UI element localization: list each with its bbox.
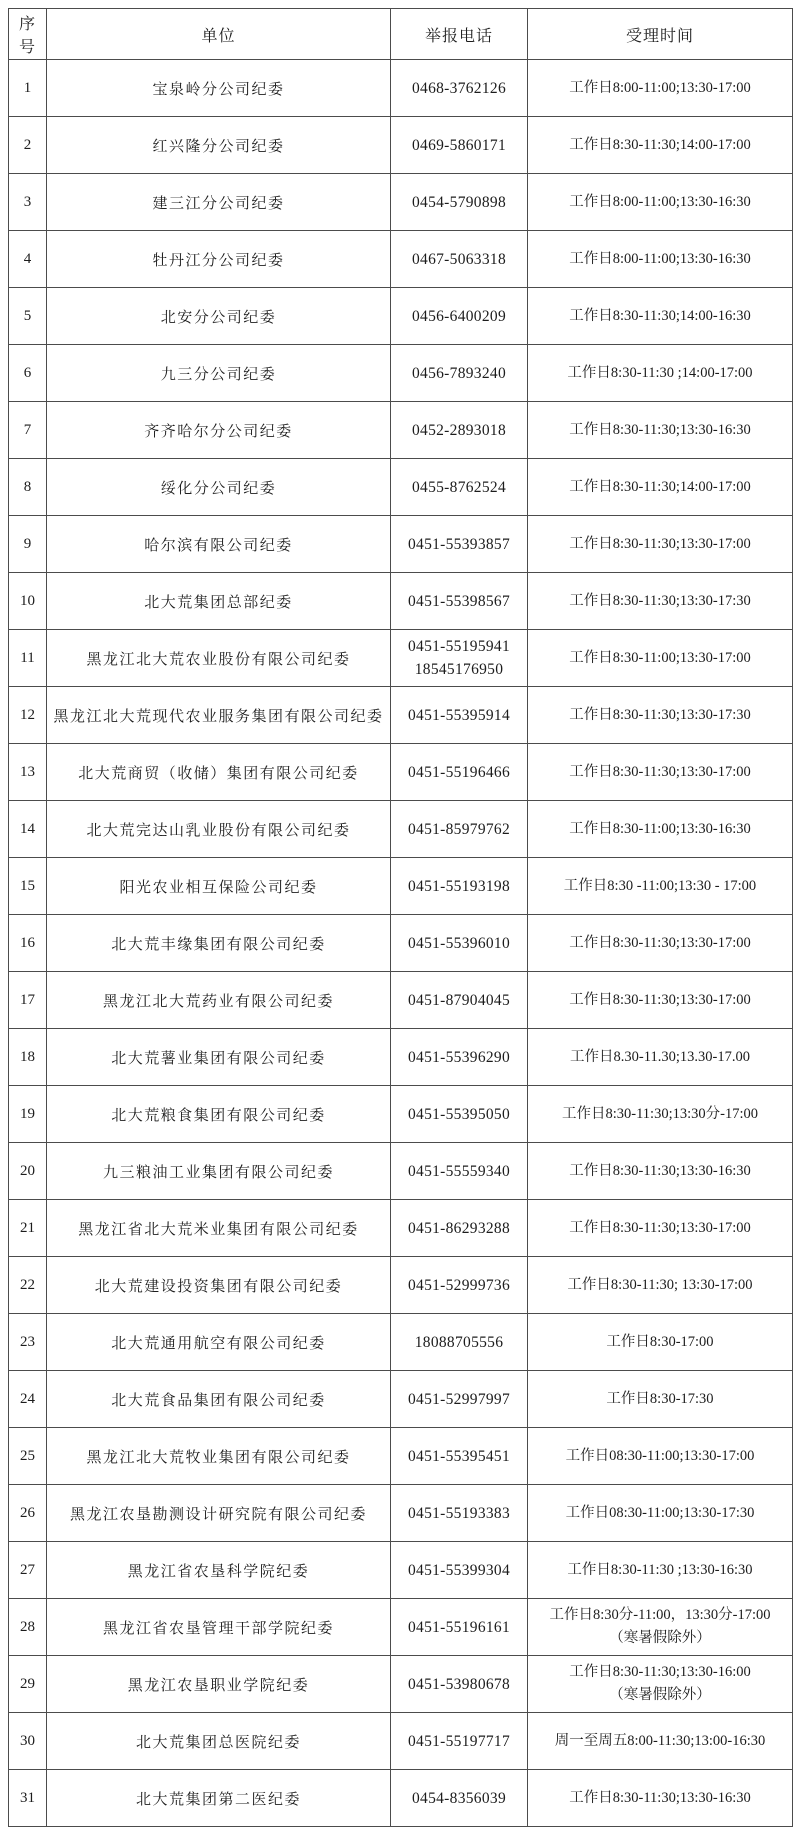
cell-line: 工作日8:30-11:30;13:30-16:30 xyxy=(569,1789,751,1806)
unit-cell: 北大荒集团总医院纪委 xyxy=(47,1713,391,1770)
table-row xyxy=(9,858,793,915)
report-phone-cell xyxy=(391,231,528,288)
report-phone-cell xyxy=(391,60,528,117)
serial-number-cell: 14 xyxy=(9,801,47,858)
report-phone-cell xyxy=(391,1542,528,1599)
unit-cell: 北大荒集团总部纪委 xyxy=(47,573,391,630)
serial-number-cell: 19 xyxy=(9,1086,47,1143)
cell-line: 0451-55396010 xyxy=(407,934,511,952)
report-phone-cell xyxy=(391,1770,528,1827)
acceptance-time-cell xyxy=(528,459,793,516)
acceptance-time-cell xyxy=(528,1713,793,1770)
unit-cell: 哈尔滨有限公司纪委 xyxy=(47,516,391,573)
serial-number-cell: 2 xyxy=(9,117,47,174)
table-row xyxy=(9,1599,793,1656)
cell-line: 工作日8:30-11:30;13:30分-17:00 xyxy=(561,1105,758,1122)
unit-cell: 北大荒商贸（收储）集团有限公司纪委 xyxy=(47,744,391,801)
table-row xyxy=(9,687,793,744)
unit-cell: 北大荒丰缘集团有限公司纪委 xyxy=(47,915,391,972)
cell-line: 0451-55559340 xyxy=(407,1162,511,1180)
table-row xyxy=(9,1257,793,1314)
cell-line: 0451-87904045 xyxy=(407,991,511,1009)
cell-line: 18088705556 xyxy=(414,1333,504,1351)
unit-cell: 牡丹江分公司纪委 xyxy=(47,231,391,288)
report-phone-cell xyxy=(391,288,528,345)
cell-line: 工作日8:30-11:30;13:30-17:00 xyxy=(569,763,751,780)
table-row xyxy=(9,1713,793,1770)
cell-line: 工作日8:30-11:30;13:30-17:00 xyxy=(569,1219,751,1236)
table-row xyxy=(9,402,793,459)
cell-line: 工作日8:30-17:30 xyxy=(606,1390,714,1407)
unit-cell: 北大荒粮食集团有限公司纪委 xyxy=(47,1086,391,1143)
unit-cell: 黑龙江北大荒牧业集团有限公司纪委 xyxy=(47,1428,391,1485)
report-phone-cell xyxy=(391,516,528,573)
acceptance-time-cell xyxy=(528,1428,793,1485)
cell-line: 工作日8:30-11:30;13:30-16:30 xyxy=(569,421,751,438)
serial-number-cell: 30 xyxy=(9,1713,47,1770)
cell-line: 0451-55193383 xyxy=(407,1504,511,1522)
serial-number-cell: 21 xyxy=(9,1200,47,1257)
table-row xyxy=(9,459,793,516)
serial-number-cell: 3 xyxy=(9,174,47,231)
cell-line: 工作日08:30-11:00;13:30-17:30 xyxy=(565,1504,755,1521)
cell-line: 工作日8:30-11:30;14:00-16:30 xyxy=(569,307,751,324)
serial-number-cell: 20 xyxy=(9,1143,47,1200)
report-phone-cell xyxy=(391,858,528,915)
unit-cell: 阳光农业相互保险公司纪委 xyxy=(47,858,391,915)
unit-cell: 北大荒薯业集团有限公司纪委 xyxy=(47,1029,391,1086)
cell-line: 周一至周五8:00-11:30;13:00-16:30 xyxy=(554,1732,766,1749)
serial-number-cell: 26 xyxy=(9,1485,47,1542)
report-hotline-table xyxy=(8,8,793,1827)
header-unit: 单位 xyxy=(47,9,391,60)
cell-line: 0451-52997997 xyxy=(407,1390,511,1408)
report-phone-cell xyxy=(391,801,528,858)
serial-number-cell: 17 xyxy=(9,972,47,1029)
table-row xyxy=(9,117,793,174)
acceptance-time-cell xyxy=(528,1086,793,1143)
cell-line: 工作日8:30分-11:00，13:30分-17:00 xyxy=(549,1607,771,1623)
cell-line: 0451-55197717 xyxy=(407,1732,511,1750)
unit-cell: 黑龙江省农垦管理干部学院纪委 xyxy=(47,1599,391,1656)
cell-line: 工作日8:30-11:30;14:00-17:00 xyxy=(569,478,751,495)
serial-number-cell: 23 xyxy=(9,1314,47,1371)
cell-line: 工作日8:30-11:30;14:00-17:00 xyxy=(569,136,751,153)
header-row xyxy=(9,9,793,60)
cell-line: 工作日8:30-11:30;13:30-17:00 xyxy=(569,991,751,1008)
unit-cell: 北大荒通用航空有限公司纪委 xyxy=(47,1314,391,1371)
serial-number-cell: 8 xyxy=(9,459,47,516)
table-row xyxy=(9,1029,793,1086)
acceptance-time-cell xyxy=(528,1314,793,1371)
unit-cell: 宝泉岭分公司纪委 xyxy=(47,60,391,117)
cell-line: 0468-3762126 xyxy=(411,79,506,97)
table-row xyxy=(9,516,793,573)
table-row xyxy=(9,1485,793,1542)
cell-line: 工作日8:30-11:30;13:30-16:30 xyxy=(569,1162,751,1179)
serial-number-cell: 5 xyxy=(9,288,47,345)
acceptance-time-cell xyxy=(528,915,793,972)
cell-line: 0455-8762524 xyxy=(411,478,506,496)
report-phone-cell xyxy=(391,1029,528,1086)
report-phone-cell xyxy=(391,1314,528,1371)
table-row xyxy=(9,288,793,345)
acceptance-time-cell xyxy=(528,858,793,915)
unit-cell: 黑龙江省北大荒米业集团有限公司纪委 xyxy=(47,1200,391,1257)
table-row xyxy=(9,231,793,288)
cell-line: 工作日8.30-11.30;13.30-17.00 xyxy=(570,1048,750,1065)
unit-cell: 绥化分公司纪委 xyxy=(47,459,391,516)
report-phone-cell xyxy=(391,1371,528,1428)
report-phone-cell xyxy=(391,402,528,459)
report-phone-cell xyxy=(391,1656,528,1713)
cell-line: 工作日8:30-11:30;13:30-16:00 xyxy=(569,1664,751,1680)
report-phone-cell xyxy=(391,573,528,630)
report-phone-cell xyxy=(391,459,528,516)
report-phone-cell xyxy=(391,1143,528,1200)
unit-cell: 齐齐哈尔分公司纪委 xyxy=(47,402,391,459)
acceptance-time-cell xyxy=(528,174,793,231)
report-phone-cell xyxy=(391,915,528,972)
acceptance-time-cell xyxy=(528,1770,793,1827)
header-acceptance-time: 受理时间 xyxy=(528,9,793,60)
acceptance-time-cell xyxy=(528,573,793,630)
unit-cell: 建三江分公司纪委 xyxy=(47,174,391,231)
serial-number-cell: 11 xyxy=(9,630,47,687)
cell-line: 工作日8:30-11:00;13:30-16:30 xyxy=(569,820,751,837)
acceptance-time-cell xyxy=(528,1257,793,1314)
unit-cell: 黑龙江北大荒药业有限公司纪委 xyxy=(47,972,391,1029)
unit-cell: 北大荒完达山乳业股份有限公司纪委 xyxy=(47,801,391,858)
cell-line: 0451-55398567 xyxy=(407,592,511,610)
acceptance-time-cell xyxy=(528,1542,793,1599)
unit-cell: 黑龙江北大荒现代农业服务集团有限公司纪委 xyxy=(47,687,391,744)
cell-line: 0451-86293288 xyxy=(407,1219,511,1237)
serial-number-cell: 6 xyxy=(9,345,47,402)
cell-line: 0451-55393857 xyxy=(407,535,511,553)
acceptance-time-cell xyxy=(528,1485,793,1542)
cell-line: 工作日8:30-11:30 ;13:30-16:30 xyxy=(567,1561,753,1578)
cell-line: 工作日8:30 -11:00;13:30 - 17:00 xyxy=(563,877,757,894)
table-row xyxy=(9,1371,793,1428)
report-phone-cell xyxy=(391,1599,528,1656)
unit-cell: 黑龙江北大荒农业股份有限公司纪委 xyxy=(47,630,391,687)
table-row xyxy=(9,744,793,801)
acceptance-time-cell xyxy=(528,687,793,744)
report-phone-cell xyxy=(391,1257,528,1314)
acceptance-time-cell xyxy=(528,117,793,174)
table-row xyxy=(9,345,793,402)
serial-number-cell: 31 xyxy=(9,1770,47,1827)
report-phone-cell xyxy=(391,1428,528,1485)
report-phone-cell xyxy=(391,117,528,174)
unit-cell: 九三粮油工业集团有限公司纪委 xyxy=(47,1143,391,1200)
serial-number-cell: 18 xyxy=(9,1029,47,1086)
acceptance-time-cell xyxy=(528,60,793,117)
report-phone-cell xyxy=(391,1485,528,1542)
cell-line: 0451-85979762 xyxy=(407,820,511,838)
unit-cell: 北大荒集团第二医纪委 xyxy=(47,1770,391,1827)
cell-line: 0451-55193198 xyxy=(407,877,511,895)
serial-number-cell: 29 xyxy=(9,1656,47,1713)
cell-line: 工作日8:00-11:00;13:30-17:00 xyxy=(569,79,751,96)
cell-line: 工作日8:30-11:30;13:30-17:00 xyxy=(569,535,751,552)
table-row xyxy=(9,915,793,972)
table-row xyxy=(9,1200,793,1257)
table-row xyxy=(9,174,793,231)
cell-line: 0451-55395914 xyxy=(407,706,511,724)
cell-line: 0451-55395451 xyxy=(407,1447,511,1465)
acceptance-time-cell xyxy=(528,630,793,687)
serial-number-cell: 16 xyxy=(9,915,47,972)
report-phone-cell xyxy=(391,687,528,744)
serial-number-cell: 4 xyxy=(9,231,47,288)
unit-cell: 红兴隆分公司纪委 xyxy=(47,117,391,174)
table-row xyxy=(9,630,793,687)
cell-line: 0451-55395050 xyxy=(407,1105,511,1123)
table-row xyxy=(9,1143,793,1200)
cell-line: 工作日8:30-11:00;13:30-17:00 xyxy=(569,649,751,666)
table-row xyxy=(9,573,793,630)
acceptance-time-cell xyxy=(528,288,793,345)
table-row xyxy=(9,801,793,858)
serial-number-cell: 28 xyxy=(9,1599,47,1656)
report-phone-cell xyxy=(391,345,528,402)
serial-number-cell: 1 xyxy=(9,60,47,117)
unit-cell: 黑龙江省农垦科学院纪委 xyxy=(47,1542,391,1599)
cell-line: 0467-5063318 xyxy=(411,250,506,268)
table-row xyxy=(9,1770,793,1827)
serial-number-cell: 22 xyxy=(9,1257,47,1314)
acceptance-time-cell xyxy=(528,231,793,288)
cell-line: 0456-6400209 xyxy=(411,307,506,325)
cell-line: 0454-8356039 xyxy=(411,1789,506,1807)
report-phone-cell xyxy=(391,1200,528,1257)
unit-cell: 北安分公司纪委 xyxy=(47,288,391,345)
unit-cell: 黑龙江农垦职业学院纪委 xyxy=(47,1656,391,1713)
acceptance-time-cell xyxy=(528,1656,793,1713)
unit-cell: 黑龙江农垦勘测设计研究院有限公司纪委 xyxy=(47,1485,391,1542)
acceptance-time-cell xyxy=(528,402,793,459)
report-phone-cell xyxy=(391,630,528,687)
serial-number-cell: 13 xyxy=(9,744,47,801)
cell-line: 工作日8:30-17:00 xyxy=(606,1333,714,1350)
header-serial-number: 序号 xyxy=(9,9,47,60)
table-row xyxy=(9,972,793,1029)
unit-cell: 北大荒建设投资集团有限公司纪委 xyxy=(47,1257,391,1314)
header-report-phone: 举报电话 xyxy=(391,9,528,60)
report-phone-cell xyxy=(391,1713,528,1770)
cell-line: 0452-2893018 xyxy=(411,421,506,439)
table-row xyxy=(9,60,793,117)
serial-number-cell: 27 xyxy=(9,1542,47,1599)
acceptance-time-cell xyxy=(528,1371,793,1428)
cell-line: 工作日8:30-11:30;13:30-17:30 xyxy=(569,592,751,609)
serial-number-cell: 7 xyxy=(9,402,47,459)
acceptance-time-cell xyxy=(528,1143,793,1200)
table-row xyxy=(9,1428,793,1485)
cell-line: 0451-55399304 xyxy=(407,1561,511,1579)
serial-number-cell: 24 xyxy=(9,1371,47,1428)
cell-line: 工作日8:00-11:00;13:30-16:30 xyxy=(569,193,751,210)
cell-line: 工作日8:00-11:00;13:30-16:30 xyxy=(569,250,751,267)
table-row xyxy=(9,1086,793,1143)
serial-number-cell: 9 xyxy=(9,516,47,573)
cell-line: 工作日08:30-11:00;13:30-17:00 xyxy=(565,1447,755,1464)
acceptance-time-cell xyxy=(528,801,793,858)
serial-number-cell: 15 xyxy=(9,858,47,915)
cell-line: 0451-55196466 xyxy=(407,763,511,781)
serial-number-cell: 10 xyxy=(9,573,47,630)
cell-line: （寒暑假除外） xyxy=(609,1687,711,1703)
cell-line: 工作日8:30-11:30 ;14:00-17:00 xyxy=(567,364,753,381)
cell-line: 0451-55396290 xyxy=(407,1048,511,1066)
report-phone-cell xyxy=(391,744,528,801)
acceptance-time-cell xyxy=(528,345,793,402)
acceptance-time-cell xyxy=(528,744,793,801)
table-body xyxy=(9,60,793,1827)
cell-line: 工作日8:30-11:30; 13:30-17:00 xyxy=(567,1276,753,1293)
cell-line: 18545176950 xyxy=(414,661,504,678)
unit-cell: 九三分公司纪委 xyxy=(47,345,391,402)
acceptance-time-cell xyxy=(528,1599,793,1656)
cell-line: 0454-5790898 xyxy=(411,193,506,211)
acceptance-time-cell xyxy=(528,1200,793,1257)
report-phone-cell xyxy=(391,972,528,1029)
report-phone-cell xyxy=(391,1086,528,1143)
cell-line: （寒暑假除外） xyxy=(609,1630,711,1646)
acceptance-time-cell xyxy=(528,1029,793,1086)
table-row xyxy=(9,1314,793,1371)
cell-line: 0451-52999736 xyxy=(407,1276,511,1294)
acceptance-time-cell xyxy=(528,972,793,1029)
cell-line: 工作日8:30-11:30;13:30-17:00 xyxy=(569,934,751,951)
table-row xyxy=(9,1656,793,1713)
cell-line: 0451-53980678 xyxy=(407,1675,511,1693)
cell-line: 0469-5860171 xyxy=(411,136,506,154)
cell-line: 0451-55196161 xyxy=(407,1618,511,1636)
serial-number-cell: 25 xyxy=(9,1428,47,1485)
acceptance-time-cell xyxy=(528,516,793,573)
cell-line: 0456-7893240 xyxy=(411,364,506,382)
table-row xyxy=(9,1542,793,1599)
cell-line: 工作日8:30-11:30;13:30-17:30 xyxy=(569,706,751,723)
unit-cell: 北大荒食品集团有限公司纪委 xyxy=(47,1371,391,1428)
report-phone-cell xyxy=(391,174,528,231)
serial-number-cell: 12 xyxy=(9,687,47,744)
cell-line: 0451-55195941 xyxy=(407,638,511,655)
